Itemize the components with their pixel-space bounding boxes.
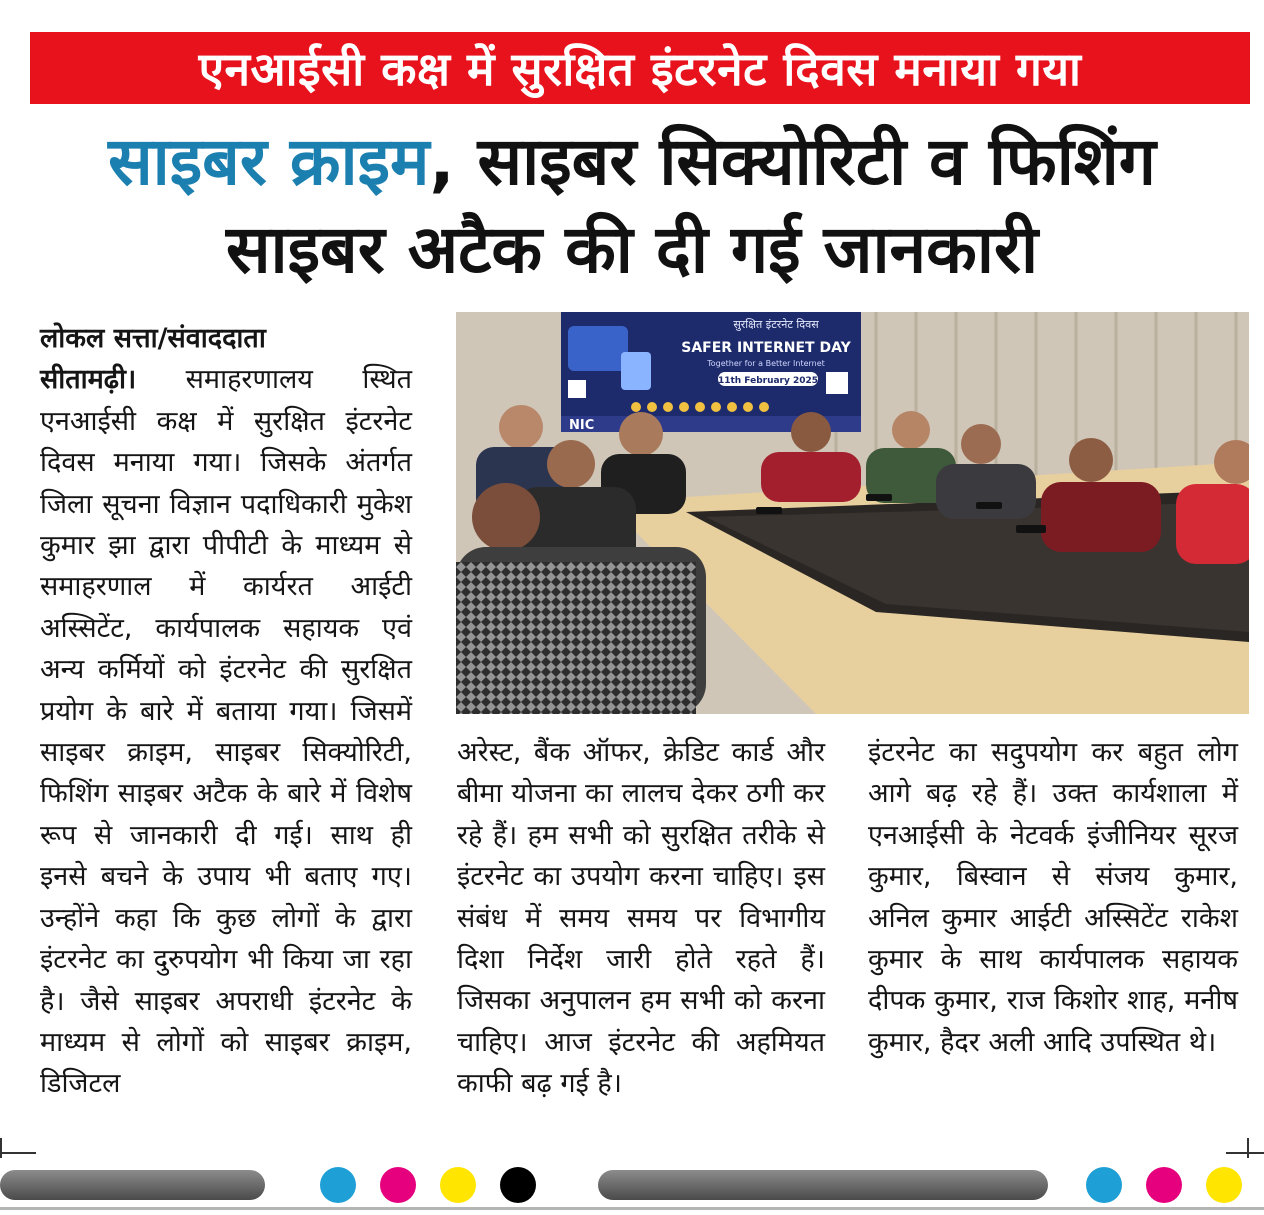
qr-code-left — [568, 380, 586, 398]
event-photo — [456, 312, 1249, 714]
registration-dot-black — [500, 1167, 536, 1203]
headline-line-1-rest: , साइबर सिक्योरिटी व फिशिंग — [429, 123, 1156, 200]
screen-org: NIC — [569, 418, 595, 433]
registration-dot-yellow — [440, 1167, 476, 1203]
registration-bar-left — [0, 1170, 265, 1200]
screen-title: SAFER INTERNET DAY — [681, 340, 851, 356]
column-3-text: इंटरनेट का सदुपयोग कर बहुत लोग आगे बढ़ रहे हैं। उक्त कार्यशाला में एनआईसी के नेटवर्क इंजीनियर सूरज कुमार, बिस्वान से संजय कुमार, अनिल कुमार आईटी अस्सिटेंट राकेश कुमार के साथ कार्यपालक सहायक दीपक कुमार, राज किशोर शाह, मनीष कुमार, हैदर अली आदि उपस्थित थे। — [868, 737, 1238, 1058]
registration-dot-cyan-right — [1086, 1167, 1122, 1203]
byline: लोकल सत्ता/संवाददाता — [40, 323, 266, 354]
screen-date: 11th February 2025 — [717, 376, 819, 386]
headline-accent: साइबर क्राइम — [108, 123, 430, 200]
banner-title: एनआईसी कक्ष में सुरक्षित इंटरनेट दिवस मनाया गया — [198, 42, 1082, 96]
column-1-text: समाहरणालय स्थित एनआईसी कक्ष में सुरक्षित इंटरनेट दिवस मनाया गया। जिसके अंतर्गत जिला सूचना विज्ञान पदाधिकारी मुकेश कुमार झा द्वारा पीपीटी के माध्यम से समाहरणाल में कार्यरत आईटी अस्सिटेंट, कार्यपालक सहायक एवं अन्य कर्मियों को इंटरनेट की सुरक्षित प्रयोग के बारे में बताया गया। जिसमें साइबर क्राइम, साइबर सिक्योरिटी, फिशिंग साइबर अटैक के बारे में विशेष रूप से जानकारी दी गई। साथ ही इनसे बचने के उपाय भी बताए गए। उन्होंने कहा कि कुछ लोगों के द्वारा इंटरनेट का दुरुपयोग भी किया जा रहा है। जैसे साइबर अपराधी इंटरनेट के माध्यम से लोगों को साइबर क्राइम, डिजिटल — [40, 364, 412, 1100]
registration-dot-yellow-right — [1206, 1167, 1242, 1203]
top-banner — [30, 32, 1250, 104]
article-column-3 — [868, 732, 1238, 1063]
registration-dot-cyan — [320, 1167, 356, 1203]
article-column-2 — [457, 732, 825, 1105]
headline — [0, 118, 1264, 294]
article-column-1 — [40, 318, 412, 1105]
footer-rule — [0, 1207, 1264, 1210]
qr-code-right — [826, 372, 848, 394]
screen-icon-row — [631, 402, 769, 412]
crop-mark-right — [1247, 1138, 1249, 1158]
dateline: सीतामढ़ी। — [40, 364, 137, 396]
registration-bar-center — [598, 1170, 1048, 1200]
column-rule-right — [1226, 1152, 1264, 1154]
laptop-graphic — [568, 326, 628, 371]
crop-mark-left — [0, 1138, 2, 1158]
headline-line-1 — [0, 118, 1264, 206]
column-2-text: अरेस्ट, बैंक ऑफर, क्रेडिट कार्ड और बीमा योजना का लालच देकर ठगी कर रहे हैं। हम सभी को सुरक्षित तरीके से इंटरनेट का उपयोग करना चाहिए। इस संबंध में समय समय पर विभागीय दिशा निर्देश जारी होते रहते हैं। जिसका अनुपालन हम सभी को करना चाहिए। आज इंटरनेट की अहमियत काफी बढ़ गई है। — [457, 737, 825, 1100]
event-photo-illustration — [456, 312, 1249, 714]
column-rule-left — [0, 1152, 36, 1154]
screen-title-hindi: सुरक्षित इंटरनेट दिवस — [733, 318, 819, 331]
registration-dot-magenta-right — [1146, 1167, 1182, 1203]
headline-line-2: साइबर अटैक की दी गई जानकारी — [225, 211, 1039, 288]
screen-subtitle: Together for a Better Internet — [707, 359, 825, 368]
phone-graphic — [621, 352, 651, 390]
registration-dot-magenta — [380, 1167, 416, 1203]
